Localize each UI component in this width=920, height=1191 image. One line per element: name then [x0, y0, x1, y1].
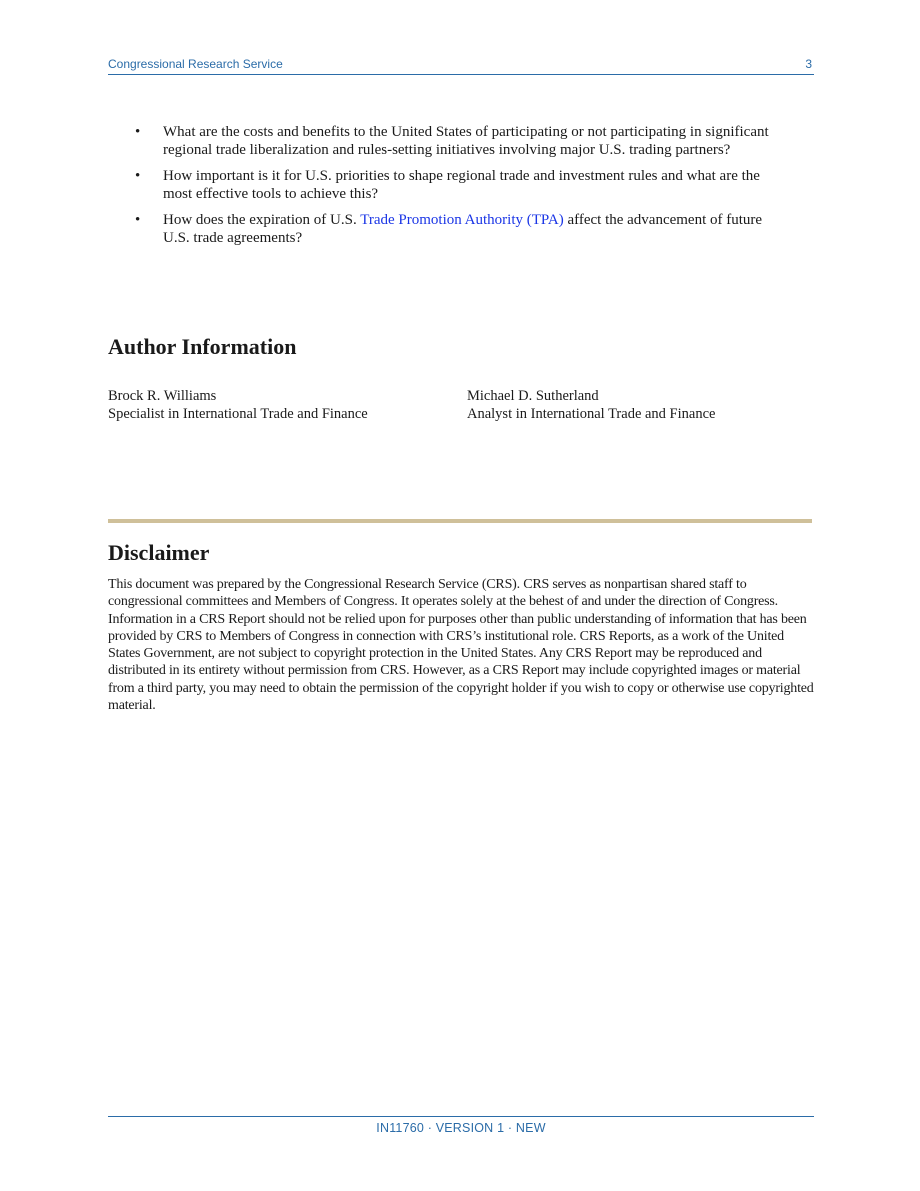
list-item	[108, 167, 788, 203]
tpa-link[interactable]: Trade Promotion Authority (TPA)	[360, 212, 564, 228]
list-item	[108, 211, 788, 247]
author-title: Analyst in International Trade and Finance	[467, 406, 716, 422]
list-item	[108, 123, 788, 159]
question-text: How important is it for U.S. priorities to shape regional trade and investment rules and what are the most effective tools to achieve this?	[163, 168, 760, 202]
header-org-name: Congressional Research Service	[108, 57, 283, 71]
author-block	[108, 387, 368, 423]
author-name: Brock R. Williams	[108, 388, 217, 404]
author-block	[467, 387, 715, 423]
author-name: Michael D. Sutherland	[467, 388, 599, 404]
author-title: Specialist in International Trade and Finance	[108, 406, 368, 422]
bullet-icon: •	[135, 168, 141, 184]
disclaimer-text: This document was prepared by the Congressional Research Service (CRS). CRS serves as nonpartisan shared staff to congressional committees and Members of Congress. It operates solely at the behest of and under the direction of Congress. Information in a CRS Report should not be relied upon for purposes other than public understanding of information that has been provided by CRS to Members of Congress in connection with CRS’s institutional role. CRS Reports, as a work of the United States Government, are not subject to copyright protection in the United States. Any CRS Report may be reproduced and distributed in its entirety without permission from CRS. However, as a CRS Report may include copyrighted images or material from a third party, you may need to obtain the permission of the copyright holder if you wish to copy or otherwise use copyrighted material.	[108, 577, 814, 714]
page-header	[108, 56, 814, 75]
footer-report-id: IN11760 · VERSION 1 · NEW	[376, 1121, 546, 1135]
question-text: What are the costs and benefits to the United States of participating or not participating in significant regional trade liberalization and rules-setting initiatives involving major U.S. trading partners?	[163, 124, 769, 158]
section-divider	[108, 519, 812, 523]
footer-divider	[108, 1116, 814, 1117]
question-list	[108, 123, 788, 255]
author-information-heading: Author Information	[108, 334, 297, 359]
bullet-icon: •	[135, 212, 141, 228]
disclaimer-heading: Disclaimer	[108, 540, 210, 565]
bullet-icon: •	[135, 124, 141, 140]
question-text-after-link: affect the advancement of future U.S. trade agreements?	[163, 212, 763, 246]
header-page-number: 3	[805, 57, 812, 71]
question-text-before-link: How does the expiration of U.S.	[163, 212, 361, 228]
